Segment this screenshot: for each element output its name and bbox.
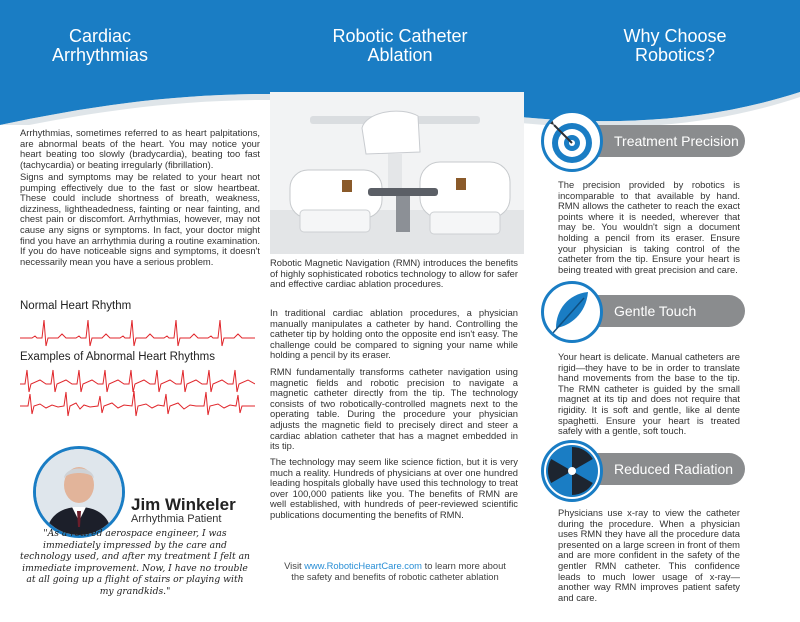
visit-suffix: to learn more about the safety and benefits of robotic catheter ablation [291,560,506,582]
feather-icon-graphic [544,284,600,340]
feature-title-gentle-touch: Gentle Touch [614,303,697,319]
arrhythmia-intro-text: Arrhythmias, sometimes referred to as heart palpitations, are abnormal beats of the heart. You may notice your heart beating too slowly (bradycardia), beating too fast (tachycardia) or beating irregularly (fibrillation). [20,127,260,170]
normal-rhythm-label: Normal Heart Rhythm [20,300,132,312]
robotic-magnets-illustration [270,92,524,254]
target-icon-graphic [544,113,600,169]
patient-name: Jim Winkeler [131,495,236,514]
normal-rhythm-trace [20,316,255,350]
right-column-title: Why Choose Robotics? [623,26,727,65]
technology-reality-text: The technology may seem like science fiction, but it is very much a reality. Hundreds of physicians at over one hundred leading hospitals globally have used this technology to treat over 100,000 patients like you. The benefits of RMN are well established, with hundreds of peer-reviewed scientific publications documenting the benefits of RMN. [270,456,518,520]
radiation-icon [541,440,603,502]
patient-photo-icon [36,449,122,535]
symptoms-text: Signs and symptoms may be related to your heart not pumping effectively due to the fast or slow heartbeat. These could include shortness of breath, weakness, dizziness, lightheadedness, fainting or near fainting, and chest pain or discomfort. Arrhythmias, however, may not cause any signs or symptoms. In fact, your doctor might find you have an arrhythmia during a routine examination. If you do have noticeable signs and symptoms, it doesn't necessarily mean you have a serious problem. [20,171,260,267]
patient-avatar [33,446,125,538]
traditional-procedure-text: In traditional cardiac ablation procedures, a physician manually manipulates a catheter by hand. Controlling the catheter tip by holding onto the opposite end isn't easy. The challenge could be compared to signing your name while holding a pencil by its eraser. [270,307,518,361]
abnormal-rhythm-trace-irregular [20,388,255,418]
rmn-system-photo [270,92,524,254]
feature-text-reduced-radiation: Physicians use x-ray to view the catheter during the procedure. When a physician uses RMN they have all the procedure data presented on a large screen in front of them and are more confident in the safety of the gentler RMN catheter. This confidence leads to much lower usage of x-ray—another way RMN improves patient safety and care. [558,507,740,603]
feature-icon [541,281,603,343]
rmn-intro-text: Robotic Magnetic Navigation (RMN) introduces the benefits of highly sophisticated robotics technology to allow for safer and effective cardiac ablation procedures. [270,257,518,290]
feature-title-reduced-radiation: Reduced Radiation [614,461,734,477]
feature-text-gentle-touch: Your heart is delicate. Manual catheters are rigid—they have to be in order to translate hand movements from the base to the tip. The RMN catheter is guided by the small magnet at its tip and does not require that rigidity. It is soft and gentle, like al dente spaghetti. Ensure your heart is treated safely with a gentle, soft touch. [558,351,740,437]
patient-role: Arrhythmia Patient [131,513,222,525]
rmn-transform-text: RMN fundamentally transforms catheter navigation using magnetic fields and robotic precision to navigate a magnetic catheter directly from the tip. The technology consists of two robotically-controlled magnets next to the operating table. During the procedure your physician adjusts the magnetic field to precisely direct and steer a cardiac ablation catheter that has a magnet embedded in its tip. [270,366,518,452]
visit-website-text [280,560,510,582]
feature-text-treatment-precision: The precision provided by robotics is incomparable to that available by hand. RMN allows the catheter to reach the exact points where it is needed, wherever that may be. You wouldn't sign a document holding a pencil from its eraser. Ensure your physician is taking control of the catheter from the tip. Ensure your heart is being treated with great precision and care. [558,179,740,275]
patient-quote: "As a retired aerospace engineer, I was immediately impressed by the care and technology used, and after my treatment I felt an immediate improvement. Now, I have no trouble at all going up a flight of stairs or playing with my grandkids." [20,528,250,597]
left-column-title: Cardiac Arrhythmias [51,26,149,65]
abnormal-rhythm-label: Examples of Abnormal Heart Rhythms [20,351,215,363]
target-icon [541,110,603,172]
website-link[interactable]: www.RoboticHeartCare.com [304,560,422,571]
feature-title-treatment-precision: Treatment Precision [614,133,739,149]
visit-prefix: Visit [284,560,305,571]
middle-column-title: Robotic Catheter Ablation [332,26,468,65]
radiation-icon-graphic [544,443,600,499]
